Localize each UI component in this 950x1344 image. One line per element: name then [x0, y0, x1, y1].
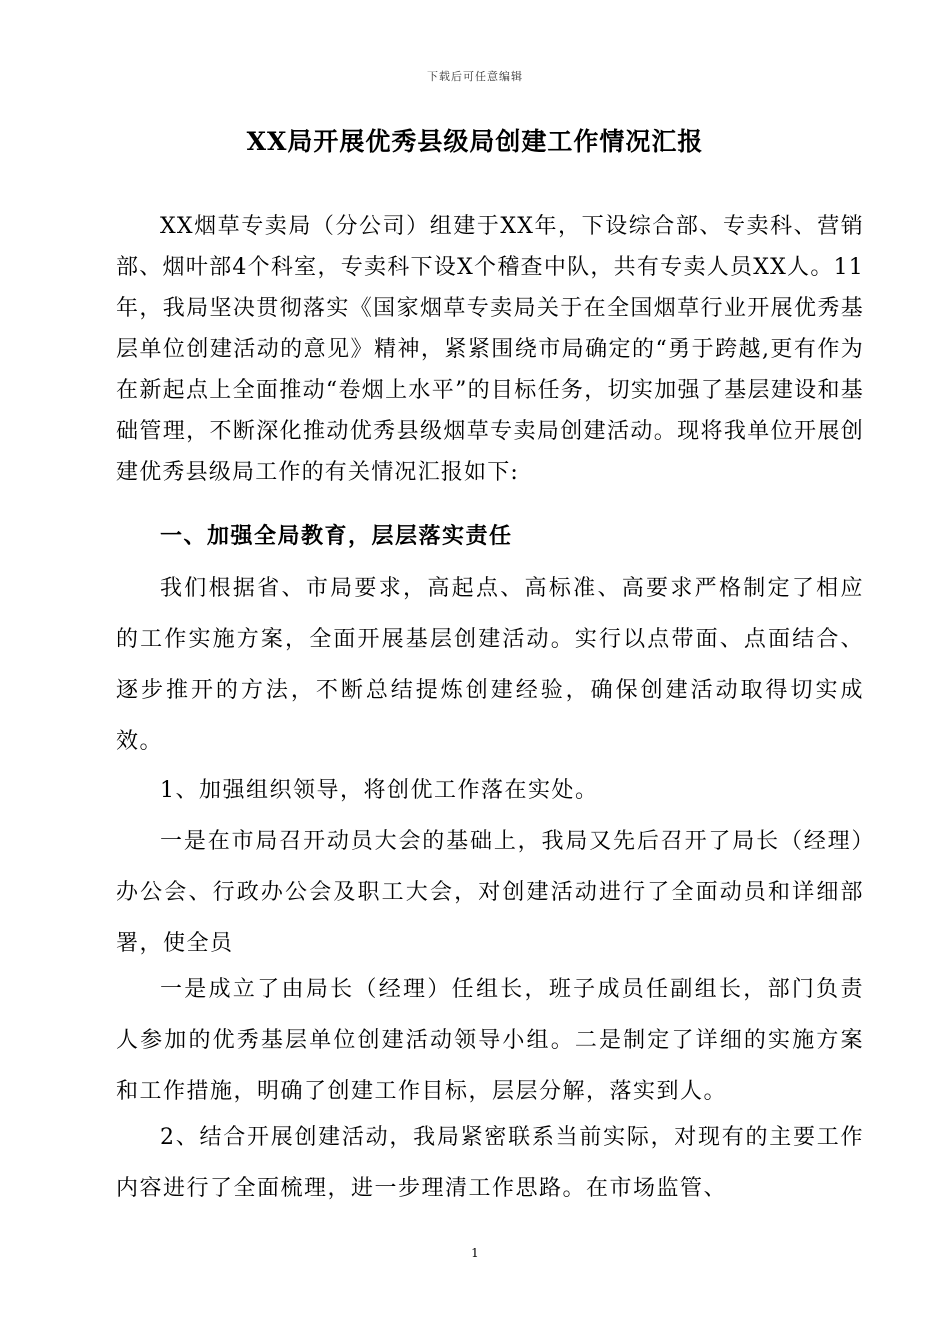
- paragraph-4: 一是成立了由局长（经理）任组长，班子成员任副组长，部门负责人参加的优秀基层单位创建活动领导小组。二是制定了详细的实施方案和工作措施，明确了创建工作目标，层层分解，落实到人。: [116, 977, 864, 1104]
- paragraph-5: 2、结合开展创建活动，我局紧密联系当前实际，对现有的主要工作内容进行了全面梳理，进一步理清工作思路。在市场监管、: [116, 1125, 864, 1201]
- section-heading-1: 一、加强全局教育，层层落实责任: [160, 523, 513, 549]
- paragraph-1: 我们根据省、市局要求，高起点、高标准、高要求严格制定了相应的工作实施方案，全面开展基层创建活动。实行以点带面、点面结合、逐步推开的方法，不断总结提炼创建经验，确保创建活动取得切实成效。: [116, 576, 864, 754]
- download-note: 下载后可任意编辑: [427, 70, 523, 83]
- page-number: 1: [471, 1246, 479, 1260]
- paragraph-3: 一是在市局召开动员大会的基础上，我局又先后召开了局长（经理）办公会、行政办公会及职工大会，对创建活动进行了全面动员和详细部署，使全员: [116, 829, 864, 956]
- intro-paragraph: XX烟草专卖局（分公司）组建于XX年，下设综合部、专卖科、营销部、烟叶部4个科室，专卖科下设X个稽查中队，共有专卖人员XX人。11年，我局坚决贯彻落实《国家烟草专卖局关于在全国烟草行业开展优秀基层单位创建活动的意见》精神，紧紧围绕市局确定的“勇于跨越,更有作为在新起点上全面推动“卷烟上水平”的目标任务，切实加强了基层建设和基础管理，不断深化推动优秀县级烟草专卖局创建活动。现将我单位开展创建优秀县级局工作的有关情况汇报如下:: [116, 214, 864, 485]
- document-title: XX局开展优秀县级局创建工作情况汇报: [246, 127, 704, 156]
- paragraph-2: 1、加强组织领导，将创优工作落在实处。: [160, 778, 599, 803]
